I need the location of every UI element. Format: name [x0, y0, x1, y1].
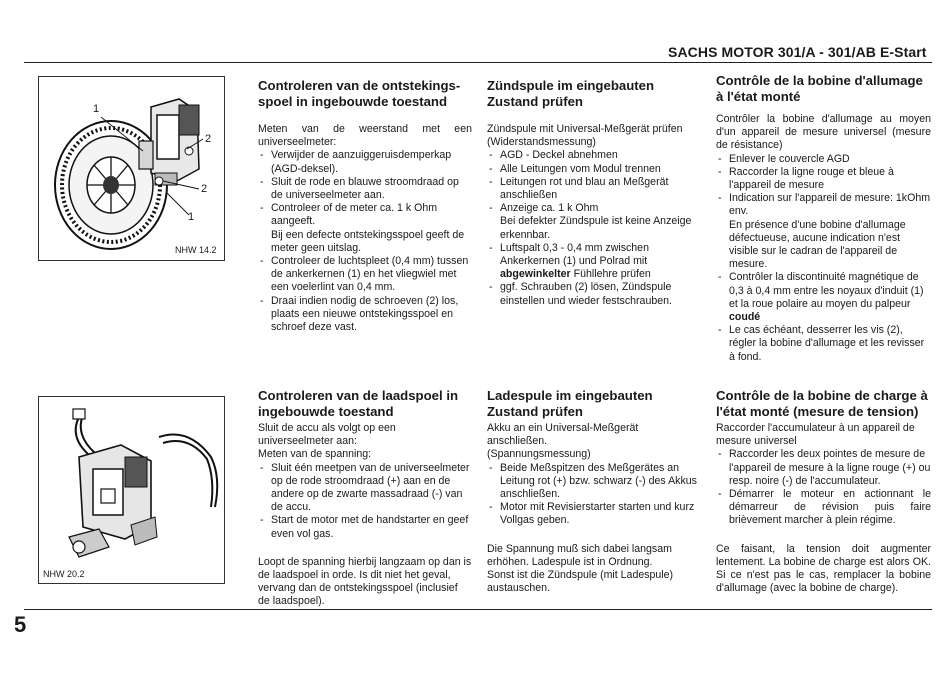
list-item-text: Verwijder de aanzuiggeruisdemperkap (AGD-deksel). [271, 149, 452, 175]
list-item [258, 149, 472, 175]
list-item-text: Sluit één meetpen van de universeelmeter op de rode stroomdraad (+) aan en de andere op de zwarte massadraad (-) van de accu. [271, 461, 470, 514]
list-item-text: Sluit de rode en blauwe stroomdraad op de universeelmeter aan. [271, 175, 459, 202]
charging-coil-drawing [39, 397, 224, 583]
list-item [487, 281, 701, 307]
list-item [258, 295, 472, 335]
list-item-text: Raccorder les deux pointes de mesure de l'appareil de mesure à la ligne rouge (+) ou resp. noire (-) de l'accumulateur. [729, 448, 931, 487]
section-outro: Loopt de spanning hierbij langzaam op dan is de laadspoel in orde. Is dit niet het geval, vervang dan de ontstekingsspoel (inclusief de laadspoel). [258, 555, 472, 608]
section-intro: Sluit de accu als volgt op een universeelmeter aan: [258, 422, 396, 448]
step-list [487, 149, 701, 307]
section-intro: Meten van de weerstand met een universeelmeter: [258, 123, 472, 149]
list-item [487, 242, 701, 282]
section-intro: Zündspule mit Universal-Meßgerät prüfen (Widerstandsmessung) [487, 123, 683, 149]
callout-2-top: 2 [205, 133, 212, 145]
section-intro-2: Meten van de spanning: [258, 448, 372, 461]
list-item [258, 462, 472, 515]
step-list [487, 462, 701, 528]
step-list [716, 153, 931, 364]
section-outro: Die Spannung muß sich dabei langsam erhöhen. Ladespule ist in Ordnung. [487, 542, 672, 568]
ignition-coil-drawing [39, 77, 224, 260]
list-item [258, 514, 472, 540]
section-title: Controleren van de laadspoel in ingebouwde toestand [258, 388, 459, 419]
section-fr-charging [716, 388, 931, 595]
list-item-text: Anzeige ca. 1 k Ohm [500, 202, 599, 215]
list-item [716, 166, 931, 192]
list-item-text: Luftspalt 0,3 - 0,4 mm zwischen Ankerkernen (1) und Polrad mit [500, 241, 649, 268]
bold-term: coudé [729, 311, 761, 324]
header-rule [24, 62, 932, 63]
section-de-charging [487, 388, 701, 595]
bold-term: abgewinkelter [500, 268, 571, 281]
section-de-ignition [487, 78, 701, 308]
list-item [716, 324, 931, 364]
section-intro: Raccorder l'accumulateur à un appareil de mesure universel [716, 422, 915, 448]
list-item [716, 192, 931, 271]
section-title: Controleren van de ontstekings-spoel in ingebouwde toestand [258, 78, 461, 109]
list-item [716, 271, 931, 324]
list-item [258, 255, 472, 295]
list-item-text: AGD - Deckel abnehmen [500, 149, 618, 162]
list-item [487, 163, 701, 176]
list-item [487, 501, 701, 527]
list-item [716, 488, 931, 528]
step-list [258, 149, 472, 334]
list-item [487, 462, 701, 502]
section-title: Contrôle de la bobine d'allumage à l'état monté [716, 73, 923, 104]
list-item [716, 448, 931, 488]
list-item [487, 176, 701, 202]
list-item-text: Beide Meßspitzen des Meßgerätes an Leitung rot (+) bzw. schwarz (-) des Akkus anschließen. [500, 461, 697, 501]
callout-1-top: 1 [93, 103, 100, 115]
list-item-text: Motor mit Revisierstarter starten und kurz Vollgas geben. [500, 501, 695, 527]
list-item-text: Contrôler la discontinuité magnétique de 0,3 à 0,4 mm entre les noyaux d'induit (1) et la roue polaire au moyen du palpeur [729, 271, 924, 310]
section-nl-charging [258, 388, 472, 609]
list-item-text: Le cas échéant, desserrer les vis (2), régler la bobine d'allumage et les revisser à fond. [729, 324, 925, 363]
list-item-text: Leitungen rot und blau an Meßgerät anschließen [500, 175, 669, 202]
section-title: Contrôle de la bobine de charge à l'état monté (mesure de tension) [716, 388, 928, 419]
list-item-text: Fühllehre prüfen [573, 268, 651, 281]
list-item [487, 202, 701, 242]
section-outro: Ce faisant, la tension doit augmenter lentement. La bobine de charge est alors OK. Si ce n'est pas le cas, remplacer la bobine d'allumage (avec la bobine de charge). [716, 542, 931, 595]
list-item-text: Raccorder la ligne rouge et bleue à l'appareil de mesure [729, 165, 894, 192]
list-item-text: Démarrer le moteur en actionnant le démarreur de révision puis faire brièvement marcher à plein régime. [729, 488, 931, 527]
step-list [716, 448, 931, 527]
callout-1-bottom: 1 [188, 211, 195, 223]
list-item [487, 149, 701, 162]
page-header: SACHS MOTOR 301/A - 301/AB E-Start [668, 44, 927, 60]
list-item-text: Controleer de luchtspleet (0,4 mm) tussen de ankerkernen (1) en het vliegwiel met een voelerlint van 0,4 mm. [271, 255, 469, 294]
section-intro: Akku an ein Universal-Meßgerät anschließen. [487, 422, 639, 448]
list-item-text: Start de motor met de handstarter en geef even vol gas. [271, 514, 469, 540]
section-outro-2: Sonst ist die Zündspule (mit Ladespule) austauschen. [487, 569, 674, 595]
figure-ignition-coil [38, 76, 225, 261]
figure-caption-bottom: NHW 20.2 [43, 569, 85, 579]
list-item [258, 176, 472, 202]
list-item [716, 153, 931, 166]
list-item-text: Controleer of de meter ca. 1 k Ohm aangeeft. [271, 202, 438, 228]
section-title: Zündspule im eingebauten Zustand prüfen [487, 78, 655, 109]
list-item-text: Draai indien nodig de schroeven (2) los, plaats een nieuwe ontstekingsspoel en schroef deze vast. [271, 294, 459, 334]
footer-rule [24, 609, 932, 610]
section-fr-ignition [716, 73, 931, 364]
step-list [258, 462, 472, 541]
figure-caption-top: NHW 14.2 [175, 245, 217, 255]
list-item-text: Alle Leitungen vom Modul trennen [500, 162, 661, 175]
section-intro: Contrôler la bobine d'allumage au moyen d'un appareil de mesure universel (mesure de résistance) [716, 113, 931, 152]
list-item-text: ggf. Schrauben (2) lösen, Zündspule einstellen und wieder festschrauben. [500, 281, 672, 307]
list-item-note: En présence d'une bobine d'allumage défectueuse, aucune indication n'est visible sur le cadran de l'appareil de mesure. [729, 218, 906, 271]
callout-2-bottom: 2 [201, 183, 208, 195]
list-item-text: Indication sur l'appareil de mesure: 1kOhm env. [729, 192, 931, 218]
list-item-text: Enlever le couvercle AGD [729, 152, 850, 165]
figure-charging-coil [38, 396, 225, 584]
list-item [258, 202, 472, 255]
section-intro-2: (Spannungsmessung) [487, 448, 591, 461]
section-nl-ignition [258, 78, 472, 334]
list-item-note: Bei defekter Zündspule ist keine Anzeige erkennbar. [500, 215, 692, 241]
section-title: Ladespule im eingebauten Zustand prüfen [487, 388, 653, 419]
page-number: 5 [14, 612, 27, 637]
list-item-note: Bij een defecte ontstekingsspoel geeft de meter geen uitslag. [271, 228, 465, 254]
